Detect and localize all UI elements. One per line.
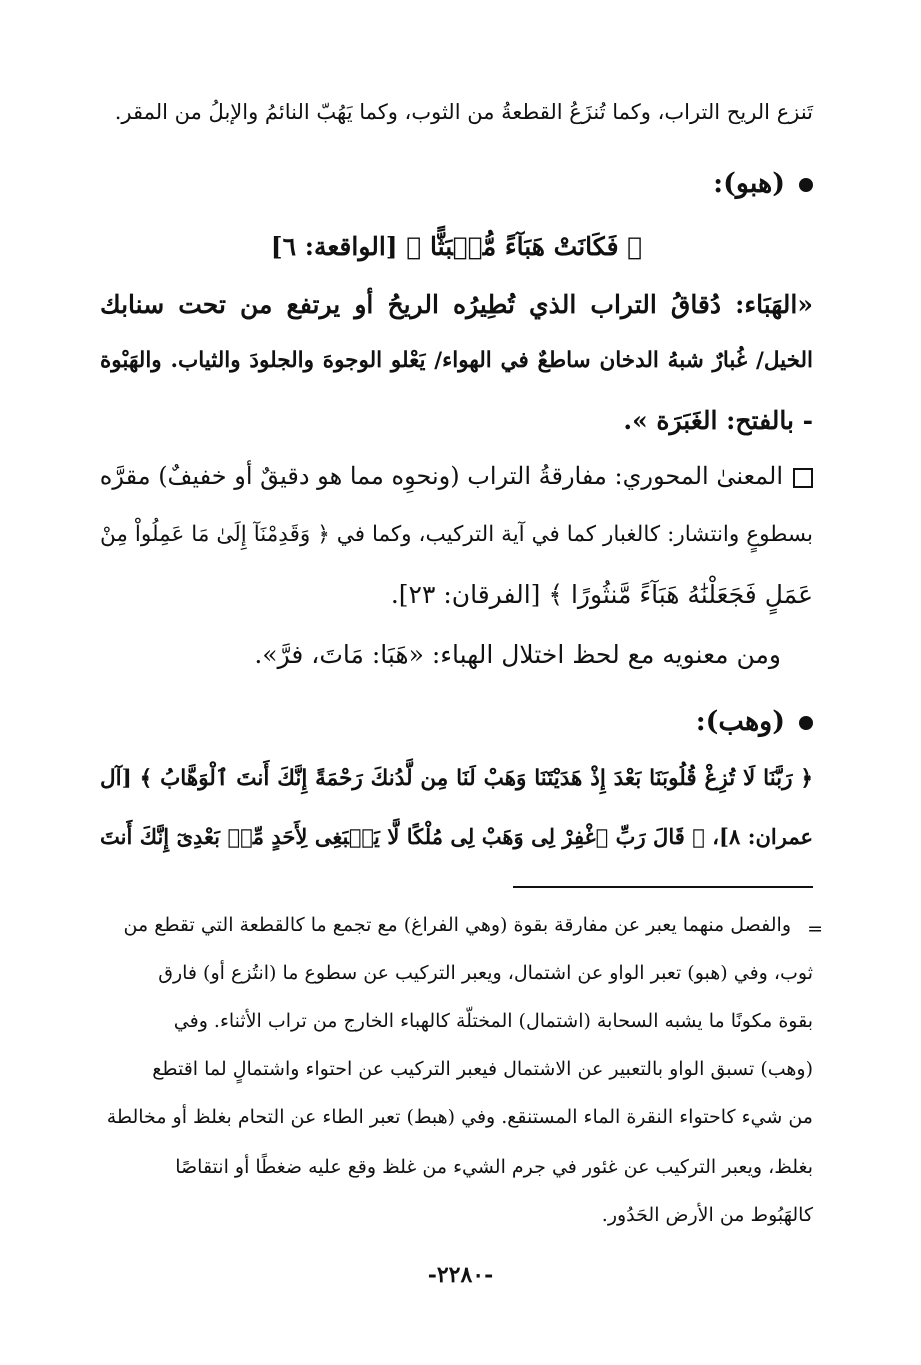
- heading-habw-label: (هبو):: [713, 168, 785, 199]
- footnote-line: من شيء كاحتواء النقرة الماء المستنقع. وفي (هبط) تعبر الطاء عن التحام بغلظ أو مخالطة: [106, 1106, 813, 1128]
- body-line-1: تَنزع الريح التراب، وكما تُنزَعُ القطعةُ من الثوب، وكما يَهُبّ النائمُ والإبلُ من المقر.: [114, 100, 813, 124]
- para-mihwari-text-1: المعنىٰ المحوري: مفارقةُ التراب (ونحوِه مما هو دقيقٌ أو خفيفٌ) مقرَّه: [99, 462, 783, 490]
- para-habaa-line-2: الخيل/ غُبارٌ شبهُ الدخان ساطعٌ في الهواء/ يَعْلو الوجوهَ والجلودَ والثياب. والهَبْوة: [100, 348, 813, 373]
- verse-imran-line-1: ﴿ رَبَّنَا لَا تُزِغْ قُلُوبَنَا بَعْدَ إِذْ هَدَيْتَنَا وَهَبْ لَنَا مِن لَّدُنكَ رَحْمَةً إِنَّكَ أَنتَ ٱلْوَهَّابُ ﴾ [آل: [100, 766, 813, 791]
- verse-waqia: ﴿ فَكَانَتْ هَبَآءً مُّنۢبَثًّا ﴾ [الواقعة: ٦]: [270, 232, 643, 261]
- para-mihwari-line-1: [100, 462, 813, 491]
- heading-wahb: [696, 706, 813, 737]
- para-habaa-maat: ومن معنويه مع لحظ اختلال الهباء: «هَبَا: مَاتَ، فرَّ».: [254, 640, 781, 669]
- footnote-line: (وهب) تسبق الواو بالتعبير عن الاشتمال فيعبر التركيب عن احتواء واشتمالٍ لما اقتطع: [152, 1058, 813, 1080]
- bullet-icon: [799, 716, 813, 730]
- heading-wahb-label: (وهب):: [695, 706, 785, 737]
- footnote-line: كالهَبُوط من الأرض الحَدُور.: [601, 1204, 813, 1226]
- bullet-icon: [799, 178, 813, 192]
- footnote-line: بقوة مكونًا ما يشبه السحابة (اشتمال) المختلّة كالهباء الخارج من تراب الأثناء. وفي: [173, 1010, 813, 1032]
- para-mihwari-line-3: عَمَلٍ فَجَعَلْنَٰهُ هَبَآءً مَّنثُورًا ﴾ [الفرقان: ٢٣].: [390, 580, 813, 609]
- footnote-divider: [513, 886, 813, 888]
- heading-habw: [713, 168, 813, 199]
- para-habaa-line-1: «الهَبَاء: دُقاقُ التراب الذي تُطِيرُه الريحُ أو يرتفع من تحت سنابك: [100, 290, 813, 319]
- footnote-line: بغلظ، ويعبر التركيب عن غئور في جرم الشيء من غلظ وقع عليه ضغطًا أو انتقاصًا: [175, 1156, 813, 1178]
- para-habaa-line-3: - بالفتح: الغَبَرَة ».: [623, 406, 813, 435]
- page-number: -٢٢٨٠-: [427, 1262, 494, 1288]
- para-mihwari-line-2: بسطوعٍ وانتشار: كالغبار كما في آية التركيب، وكما في ﴿ وَقَدِمْنَآ إِلَىٰ مَا عَمِلُواْ مِنْ: [100, 522, 813, 547]
- footnote-line: والفصل منهما يعبر عن مفارقة بقوة (وهي الفراغ) مع تجمع ما كالقطعة التي تقطع من: [123, 914, 791, 936]
- square-bullet-icon: [793, 468, 813, 488]
- verse-imran-line-2: عمران: ٨]، ﴿ قَالَ رَبِّ ٱغْفِرْ لِى وَهَبْ لِى مُلْكًا لَّا يَنۢبَغِى لِأَحَدٍ مِّنۢ بَعْدِىٓ إِنَّكَ أَنتَ: [100, 824, 814, 849]
- footnote-continuation-marker: =: [807, 918, 823, 940]
- footnote-line: ثوب، وفي (هبو) تعبر الواو عن اشتمال، ويعبر التركيب عن سطوع ما (انتُزع أو) فارق: [158, 962, 813, 984]
